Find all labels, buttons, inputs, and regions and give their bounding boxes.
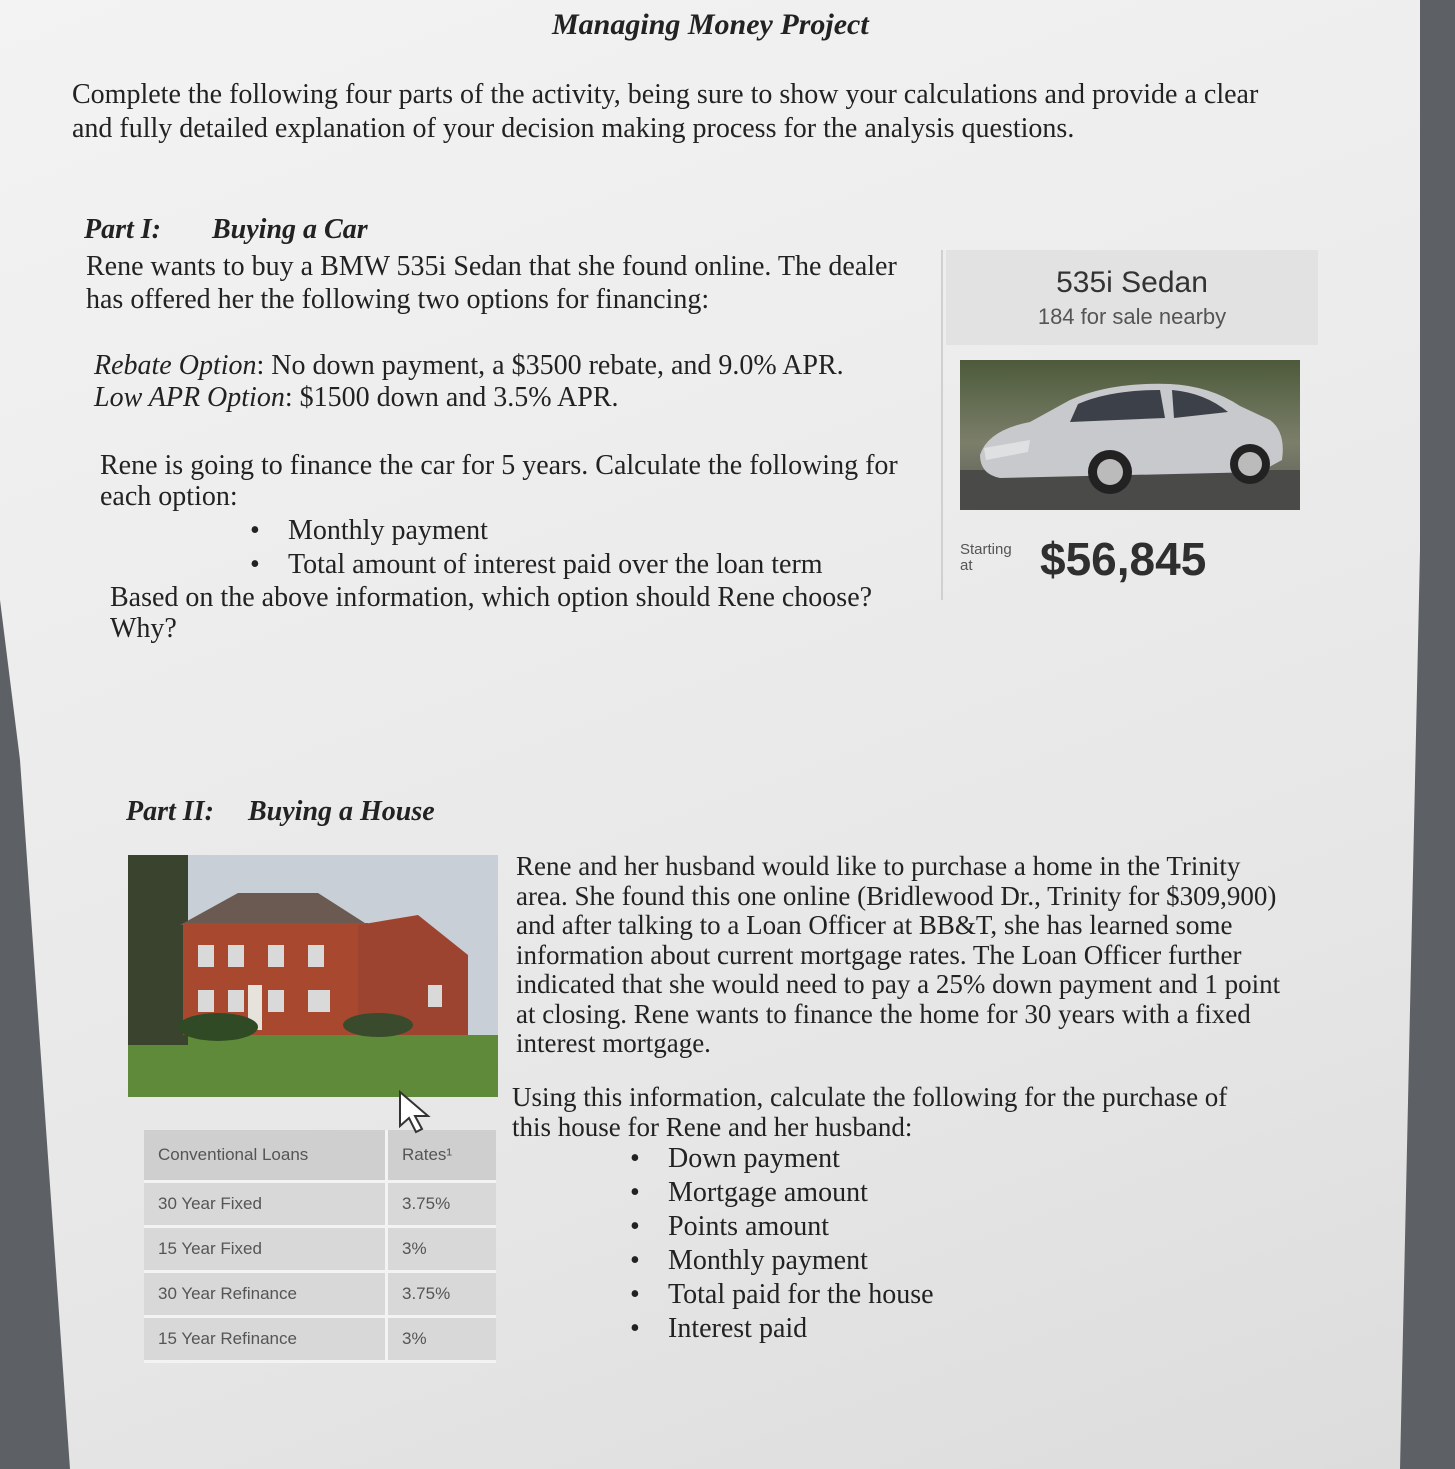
car-photo (960, 360, 1300, 510)
table-cell: 3% (387, 1227, 497, 1272)
part1-question: Based on the above information, which option should Rene choose? Why? (110, 582, 873, 644)
car-sale-count: 184 for sale nearby (1037, 304, 1227, 329)
part2-text: Rene and her husband would like to purchase a home in the Trinity area. She found this one online (Bridlewood Dr., Trinity for $309,900) and after talking to a Loan Officer at BB&T, she has learned some information about current mortgage rates. The Loan Officer further indicated that she would need to pay a 25% down payment and 1 point at closing. Rene wants to finance the home for 30 years with a fixed interest mortgage. (516, 851, 1281, 1058)
list-item: • Monthly payment (668, 1244, 934, 1278)
part2-heading (126, 796, 435, 828)
table-header-row (144, 1130, 496, 1182)
list-item: • Total paid for the house (668, 1278, 934, 1312)
part1-heading (84, 214, 368, 246)
table-cell: 3.75% (387, 1272, 497, 1317)
car-price: $56,845 (1040, 533, 1207, 585)
house-photo (128, 855, 498, 1097)
list-item: • Down payment (668, 1142, 934, 1176)
part2-title: Buying a House (248, 796, 435, 827)
low-apr-option (94, 382, 844, 414)
table-cell: 30 Year Refinance (144, 1272, 387, 1317)
part1-bullet-list (288, 514, 823, 582)
part1-text: Rene wants to buy a BMW 535i Sedan that she found online. The dealer has offered her the following two options for financing: (86, 251, 897, 315)
part2-calc-text: Using this information, calculate the following for the purchase of this house for Rene and her husband: (512, 1082, 1228, 1142)
table-cell: 3% (387, 1317, 497, 1362)
page-title: Managing Money Project (552, 8, 869, 41)
low-apr-option-label: Low APR Option (94, 382, 285, 413)
car-name: 535i Sedan (1056, 266, 1208, 299)
rebate-option (94, 350, 844, 382)
list-item: • Total amount of interest paid over the loan term (288, 548, 823, 582)
car-listing-header (946, 250, 1318, 345)
table-row (144, 1227, 496, 1272)
rebate-option-label: Rebate Option (94, 350, 257, 381)
divider (941, 250, 943, 600)
mouse-pointer-icon (396, 1090, 436, 1136)
table-cell: 15 Year Refinance (144, 1317, 387, 1362)
table-cell: 15 Year Fixed (144, 1227, 387, 1272)
table-cell: 3.75% (387, 1182, 497, 1227)
table-cell: 30 Year Fixed (144, 1182, 387, 1227)
rebate-option-text: : No down payment, a $3500 rebate, and 9.0% APR. (256, 350, 844, 381)
part2-label: Part II: (126, 796, 214, 827)
table-row (144, 1272, 496, 1317)
list-item: • Interest paid (668, 1312, 934, 1346)
table-row (144, 1182, 496, 1227)
table-row (144, 1317, 496, 1362)
low-apr-option-text: : $1500 down and 3.5% APR. (284, 382, 619, 413)
starting-at-label: Starting at (960, 541, 1012, 574)
mortgage-rates-table (144, 1130, 496, 1363)
part1-title: Buying a Car (212, 214, 368, 245)
finance-text: Rene is going to finance the car for 5 years. Calculate the following for each option: (100, 450, 898, 512)
column-header: Conventional Loans (144, 1130, 387, 1182)
intro-paragraph: Complete the following four parts of the activity, being sure to show your calculations and provide a clear and fully detailed explanation of your decision making process for the analysis questions. (72, 79, 1259, 144)
column-header: Rates¹ (387, 1130, 497, 1182)
list-item: • Monthly payment (288, 514, 823, 548)
part1-label: Part I: (84, 214, 161, 245)
part2-bullet-list (668, 1142, 934, 1346)
list-item: • Mortgage amount (668, 1176, 934, 1210)
financing-options (94, 350, 844, 414)
list-item: • Points amount (668, 1210, 934, 1244)
